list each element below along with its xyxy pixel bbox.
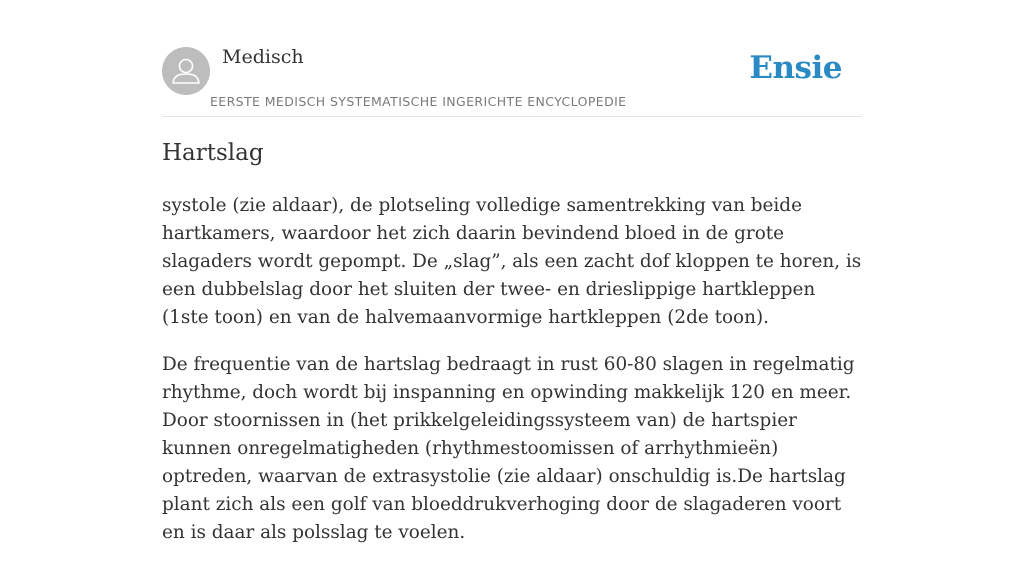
header [162,0,862,117]
article-body [162,192,862,566]
paragraph: systole (zie aldaar), de plotseling volledige samentrekking van beide hartkamers, waardoor het zich daarin bevindend bloed in de grote slagaders wordt gepompt. De „slag”, als een zacht dof kloppen te horen, is een dubbelslag door het sluiten der twee- en drieslippige hartkleppen (1ste toon) en van de halvemaanvormige hartkleppen (2de toon). [162,195,862,328]
avatar[interactable] [162,47,210,95]
page-title: Hartslag [162,140,264,166]
ensie-logo[interactable]: Ensie [749,50,842,86]
user-icon [162,47,210,95]
source-subtitle: EERSTE MEDISCH SYSTEMATISCHE INGERICHTE ENCYCLOPEDIE [210,94,627,109]
source-name[interactable]: Medisch [222,46,304,68]
paragraph: De frequentie van de hartslag bedraagt in rust 60-80 slagen in regelmatig rhythme, doch wordt bij inspanning en opwinding makkelijk 120 en meer. Door stoornissen in (het prikkelgeleidingssysteem van) de hartspier kunnen onregelmatigheden (rhythmestoomissen of arrhythmieën) optreden, waarvan de extrasystolie (zie aldaar) onschuldig is.De hartslag plant zich als een golf van bloeddrukverhoging door de slagaderen voort en is daar als polsslag te voelen. [162,354,855,543]
